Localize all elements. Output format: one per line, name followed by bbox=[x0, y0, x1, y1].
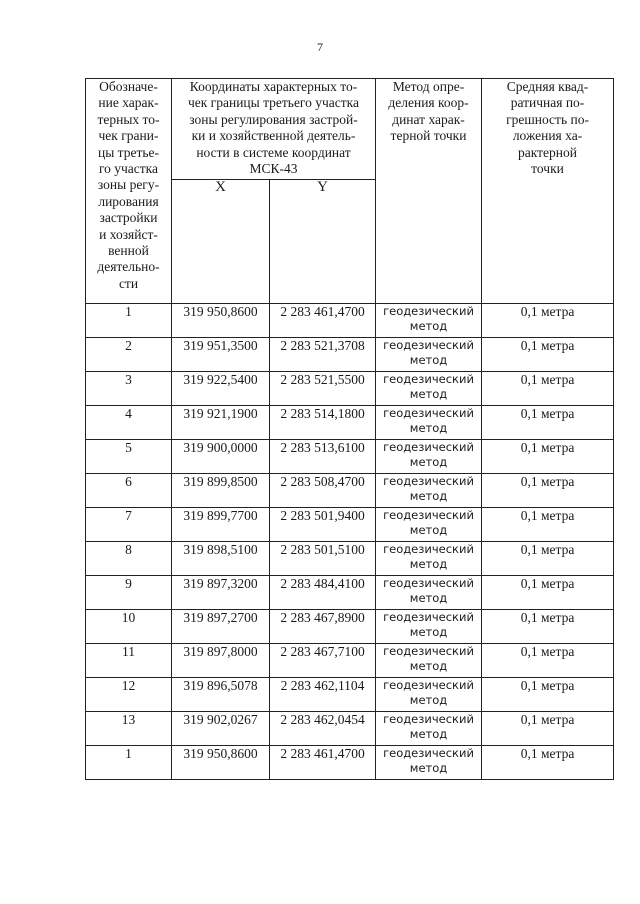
table-row bbox=[86, 644, 614, 678]
method-cell: геодезический метод bbox=[376, 678, 482, 712]
method-cell: геодезический метод bbox=[376, 474, 482, 508]
method-cell: геодезический метод bbox=[376, 508, 482, 542]
table-row bbox=[86, 746, 614, 780]
method-cell: геодезический метод bbox=[376, 372, 482, 406]
method-cell: геодезический метод bbox=[376, 406, 482, 440]
error-cell: 0,1 метра bbox=[482, 644, 614, 678]
error-cell: 0,1 метра bbox=[482, 576, 614, 610]
error-cell: 0,1 метра bbox=[482, 372, 614, 406]
error-cell: 0,1 метра bbox=[482, 440, 614, 474]
header-x: X bbox=[172, 180, 270, 304]
header-y: Y bbox=[270, 180, 376, 304]
method-cell: геодезический метод bbox=[376, 542, 482, 576]
table-row bbox=[86, 576, 614, 610]
coordinate-x-cell: 319 897,8000 bbox=[172, 644, 270, 678]
method-cell: геодезический метод bbox=[376, 440, 482, 474]
coordinate-x-cell: 319 899,7700 bbox=[172, 508, 270, 542]
point-number-cell: 11 bbox=[86, 644, 172, 678]
table-row bbox=[86, 542, 614, 576]
point-number-cell: 2 bbox=[86, 338, 172, 372]
method-cell: геодезический метод bbox=[376, 610, 482, 644]
coordinate-x-cell: 319 897,2700 bbox=[172, 610, 270, 644]
coordinate-x-cell: 319 900,0000 bbox=[172, 440, 270, 474]
error-cell: 0,1 метра bbox=[482, 474, 614, 508]
method-cell: геодезический метод bbox=[376, 304, 482, 338]
point-number-cell: 5 bbox=[86, 440, 172, 474]
coordinate-y-cell: 2 283 508,4700 bbox=[270, 474, 376, 508]
point-number-cell: 1 bbox=[86, 304, 172, 338]
point-number-cell: 10 bbox=[86, 610, 172, 644]
table-row bbox=[86, 712, 614, 746]
coordinate-y-cell: 2 283 462,0454 bbox=[270, 712, 376, 746]
error-cell: 0,1 метра bbox=[482, 406, 614, 440]
point-number-cell: 9 bbox=[86, 576, 172, 610]
table-row bbox=[86, 304, 614, 338]
table-header bbox=[86, 79, 614, 304]
point-number-cell: 7 bbox=[86, 508, 172, 542]
point-number-cell: 12 bbox=[86, 678, 172, 712]
coordinate-y-cell: 2 283 521,3708 bbox=[270, 338, 376, 372]
coordinate-y-cell: 2 283 521,5500 bbox=[270, 372, 376, 406]
method-cell: геодезический метод bbox=[376, 338, 482, 372]
point-number-cell: 1 bbox=[86, 746, 172, 780]
table-row bbox=[86, 338, 614, 372]
error-cell: 0,1 метра bbox=[482, 746, 614, 780]
header-method: Метод опре- деления коор- динат харак- терной точки bbox=[376, 79, 482, 304]
table-row bbox=[86, 406, 614, 440]
error-cell: 0,1 метра bbox=[482, 338, 614, 372]
coordinate-y-cell: 2 283 461,4700 bbox=[270, 304, 376, 338]
coordinate-x-cell: 319 950,8600 bbox=[172, 746, 270, 780]
table-row bbox=[86, 678, 614, 712]
coordinate-y-cell: 2 283 467,8900 bbox=[270, 610, 376, 644]
page-number: 7 bbox=[317, 40, 323, 54]
coordinate-y-cell: 2 283 484,4100 bbox=[270, 576, 376, 610]
coordinate-x-cell: 319 902,0267 bbox=[172, 712, 270, 746]
method-cell: геодезический метод bbox=[376, 712, 482, 746]
table-body bbox=[86, 304, 614, 780]
error-cell: 0,1 метра bbox=[482, 712, 614, 746]
coordinate-x-cell: 319 899,8500 bbox=[172, 474, 270, 508]
method-cell: геодезический метод bbox=[376, 576, 482, 610]
header-point-designation: Обозначе- ние харак- терных то- чек грани- цы третье- го участка зоны регу- лирования застройки и хозяйст- венной деятельно- сти bbox=[86, 79, 172, 304]
coordinate-x-cell: 319 897,3200 bbox=[172, 576, 270, 610]
coordinate-y-cell: 2 283 467,7100 bbox=[270, 644, 376, 678]
coordinate-y-cell: 2 283 501,9400 bbox=[270, 508, 376, 542]
coordinate-y-cell: 2 283 513,6100 bbox=[270, 440, 376, 474]
coordinate-y-cell: 2 283 462,1104 bbox=[270, 678, 376, 712]
coordinate-y-cell: 2 283 514,1800 bbox=[270, 406, 376, 440]
table-row bbox=[86, 440, 614, 474]
table-row bbox=[86, 372, 614, 406]
coordinate-x-cell: 319 898,5100 bbox=[172, 542, 270, 576]
coordinate-x-cell: 319 922,5400 bbox=[172, 372, 270, 406]
coordinate-x-cell: 319 896,5078 bbox=[172, 678, 270, 712]
header-coordinates: Координаты характерных то- чек границы третьего участка зоны регулирования застрой- ки и хозяйственной деятель- ности в системе координат МСК-43 bbox=[172, 79, 376, 180]
table-row bbox=[86, 508, 614, 542]
method-cell: геодезический метод bbox=[376, 644, 482, 678]
error-cell: 0,1 метра bbox=[482, 610, 614, 644]
error-cell: 0,1 метра bbox=[482, 304, 614, 338]
coordinate-x-cell: 319 921,1900 bbox=[172, 406, 270, 440]
point-number-cell: 4 bbox=[86, 406, 172, 440]
point-number-cell: 13 bbox=[86, 712, 172, 746]
coordinates-table bbox=[85, 78, 614, 780]
table-row bbox=[86, 610, 614, 644]
point-number-cell: 8 bbox=[86, 542, 172, 576]
error-cell: 0,1 метра bbox=[482, 508, 614, 542]
method-cell: геодезический метод bbox=[376, 746, 482, 780]
header-error: Средняя квад- ратичная по- грешность по- ложения ха- рактерной точки bbox=[482, 79, 614, 304]
error-cell: 0,1 метра bbox=[482, 678, 614, 712]
coordinate-x-cell: 319 951,3500 bbox=[172, 338, 270, 372]
coordinate-y-cell: 2 283 501,5100 bbox=[270, 542, 376, 576]
coordinate-y-cell: 2 283 461,4700 bbox=[270, 746, 376, 780]
coordinate-x-cell: 319 950,8600 bbox=[172, 304, 270, 338]
error-cell: 0,1 метра bbox=[482, 542, 614, 576]
table-row bbox=[86, 474, 614, 508]
point-number-cell: 3 bbox=[86, 372, 172, 406]
point-number-cell: 6 bbox=[86, 474, 172, 508]
